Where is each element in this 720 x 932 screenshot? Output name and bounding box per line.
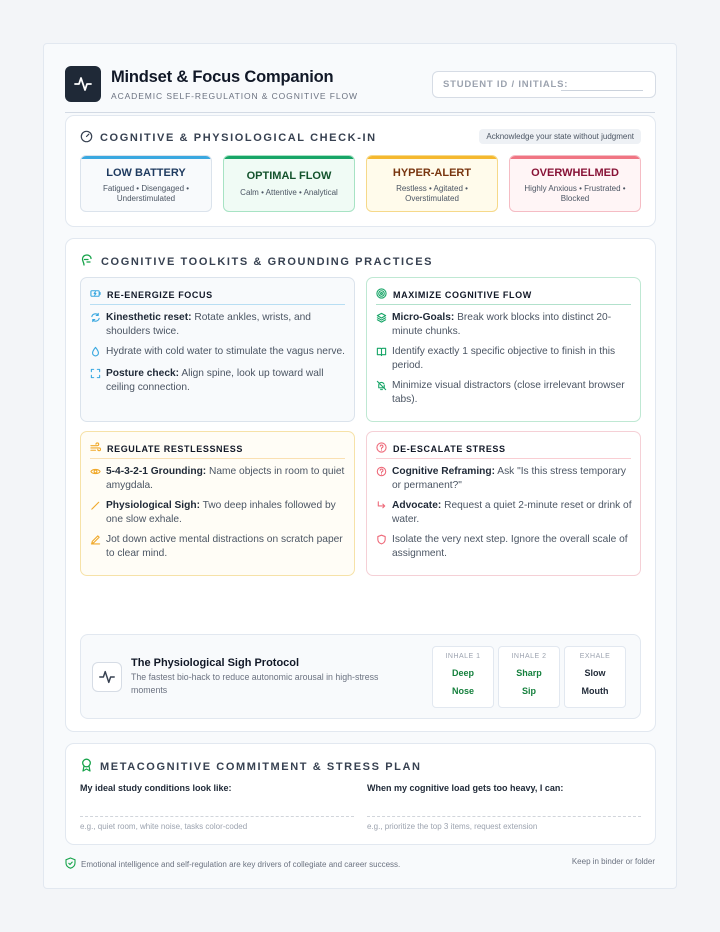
pulse-icon (92, 662, 122, 692)
toolkits-card (65, 238, 656, 732)
app-subtitle: ACADEMIC SELF-REGULATION & COGNITIVE FLOW (111, 91, 358, 101)
step-value-2: Mouth (581, 686, 609, 696)
layers-icon (376, 312, 386, 339)
toolkit-item: Jot down active mental distractions on scratch paper to clear mind. (90, 533, 346, 561)
toolkit-item: Advocate: Request a quiet 2-minute reset or drink of water. (376, 499, 632, 527)
toolkit-list (90, 465, 346, 567)
toolkit-maximize-cognitive-flow (366, 277, 641, 422)
state-color-bar (367, 156, 497, 159)
state-overwhelmed[interactable] (509, 155, 641, 212)
toolkit-item: Identify exactly 1 specific objective to finish in this period. (376, 345, 632, 373)
pen-icon (90, 500, 100, 527)
gauge-icon (80, 130, 93, 146)
student-id-line (561, 90, 643, 91)
toolkit-de-escalate-stress (366, 431, 641, 576)
step-label: INHALE 2 (511, 653, 547, 660)
student-id-field[interactable] (432, 71, 656, 98)
toolkit-item: Physiological Sigh: Two deep inhales followed by one slow exhale. (90, 499, 346, 527)
plan-question-1: My ideal study conditions look like: (80, 783, 232, 793)
plan-title: METACOGNITIVE COMMITMENT & STRESS PLAN (80, 758, 422, 775)
footer-storage-note: Keep in binder or folder (571, 857, 655, 866)
checkin-title: COGNITIVE & PHYSIOLOGICAL CHECK-IN (80, 130, 377, 146)
step-value-1: Deep (451, 668, 474, 678)
step-label: EXHALE (579, 653, 611, 660)
target-icon (376, 288, 387, 301)
shield-icon (376, 534, 386, 561)
protocol-title: The Physiological Sigh Protocol (131, 657, 300, 669)
footer-note: Emotional intelligence and self-regulation are key drivers of collegiate and career success. (65, 857, 400, 871)
pencil-icon (90, 534, 100, 561)
step-label: INHALE 1 (445, 653, 481, 660)
state-description: Fatigued • Disengaged • Understimulated (102, 184, 190, 203)
toolkit-divider (376, 304, 631, 305)
state-optimal-flow[interactable] (223, 155, 355, 212)
droplet-icon (90, 346, 100, 361)
refresh-icon (90, 312, 100, 339)
pulse-icon (65, 66, 101, 102)
state-description: Calm • Attentive • Analytical (240, 188, 338, 197)
toolkit-divider (376, 458, 631, 459)
protocol-step (498, 646, 560, 708)
toolkit-list (376, 311, 632, 413)
step-value-1: Sharp (516, 668, 542, 678)
toolkit-item: Minimize visual distractors (close irrelevant browser tabs). (376, 379, 632, 407)
toolkit-heading: DE-ESCALATE STRESS (376, 442, 506, 455)
state-name: OVERWHELMED (531, 167, 619, 179)
step-value-1: Slow (584, 668, 606, 678)
battery-charging-icon (90, 288, 101, 301)
state-name: LOW BATTERY (106, 167, 186, 179)
bell-off-icon (376, 380, 386, 407)
help-circle-icon (376, 442, 387, 455)
shield-check-icon (65, 857, 76, 871)
state-color-bar (510, 156, 640, 159)
protocol-step (564, 646, 626, 708)
brain-icon (80, 253, 94, 270)
plan-example-2: e.g., prioritize the top 3 items, request extension (367, 822, 538, 831)
toolkit-item: 5-4-3-2-1 Grounding: Name objects in room to quiet amygdala. (90, 465, 346, 493)
eye-icon (90, 466, 100, 493)
toolkit-item: Hydrate with cold water to stimulate the vagus nerve. (90, 345, 346, 361)
toolkit-heading: REGULATE RESTLESSNESS (90, 442, 243, 455)
plan-answer-field-1[interactable] (80, 816, 354, 817)
toolkit-regulate-restlessness (80, 431, 355, 576)
help-icon (376, 466, 386, 493)
protocol-description: The fastest bio-hack to reduce autonomic arousal in high-stress moments (131, 672, 379, 695)
protocol-step (432, 646, 494, 708)
step-value-2: Sip (521, 686, 536, 696)
toolkit-list (376, 465, 632, 567)
state-hyper-alert[interactable] (366, 155, 498, 212)
student-id-label: STUDENT ID / INITIALS: (443, 79, 569, 90)
toolkit-item: Kinesthetic reset: Rotate ankles, wrists, and shoulders twice. (90, 311, 346, 339)
state-color-bar (224, 156, 354, 159)
wind-icon (90, 442, 101, 455)
toolkit-heading: MAXIMIZE COGNITIVE FLOW (376, 288, 532, 301)
plan-answer-field-2[interactable] (367, 816, 641, 817)
award-icon (80, 758, 93, 775)
checkin-note: Acknowledge your state without judgment (479, 129, 641, 144)
toolkit-re-energize-focus (80, 277, 355, 422)
plan-question-2: When my cognitive load gets too heavy, I can: (367, 783, 564, 793)
toolkit-list (90, 311, 346, 401)
plan-card (65, 743, 656, 845)
toolkit-item: Micro-Goals: Break work blocks into distinct 20-minute chunks. (376, 311, 632, 339)
state-name: OPTIMAL FLOW (246, 170, 332, 182)
toolkit-item: Posture check: Align spine, look up toward wall ceiling connection. (90, 367, 346, 395)
arrow-icon (376, 500, 386, 527)
toolkit-item: Isolate the very next step. Ignore the overall scale of assignment. (376, 533, 632, 561)
scan-icon (90, 368, 100, 395)
state-name: HYPER-ALERT (392, 167, 472, 179)
plan-example-1: e.g., quiet room, white noise, tasks color-coded (80, 822, 248, 831)
worksheet-page (43, 43, 677, 889)
state-description: Restless • Agitated • Overstimulated (396, 184, 468, 203)
state-color-bar (81, 156, 211, 159)
state-description: Highly Anxious • Frustrated • Blocked (524, 184, 626, 203)
toolkit-item: Cognitive Reframing: Ask "Is this stress temporary or permanent?" (376, 465, 632, 493)
checkin-card (65, 115, 656, 227)
app-title: Mindset & Focus Companion (111, 68, 334, 86)
header-divider (65, 112, 655, 113)
toolkit-divider (90, 304, 345, 305)
toolkit-heading: RE-ENERGIZE FOCUS (90, 288, 213, 301)
toolkits-title: COGNITIVE TOOLKITS & GROUNDING PRACTICES (80, 253, 433, 270)
step-value-2: Nose (451, 686, 474, 696)
book-icon (376, 346, 386, 373)
sigh-protocol (80, 634, 641, 719)
state-low-battery[interactable] (80, 155, 212, 212)
toolkit-divider (90, 458, 345, 459)
